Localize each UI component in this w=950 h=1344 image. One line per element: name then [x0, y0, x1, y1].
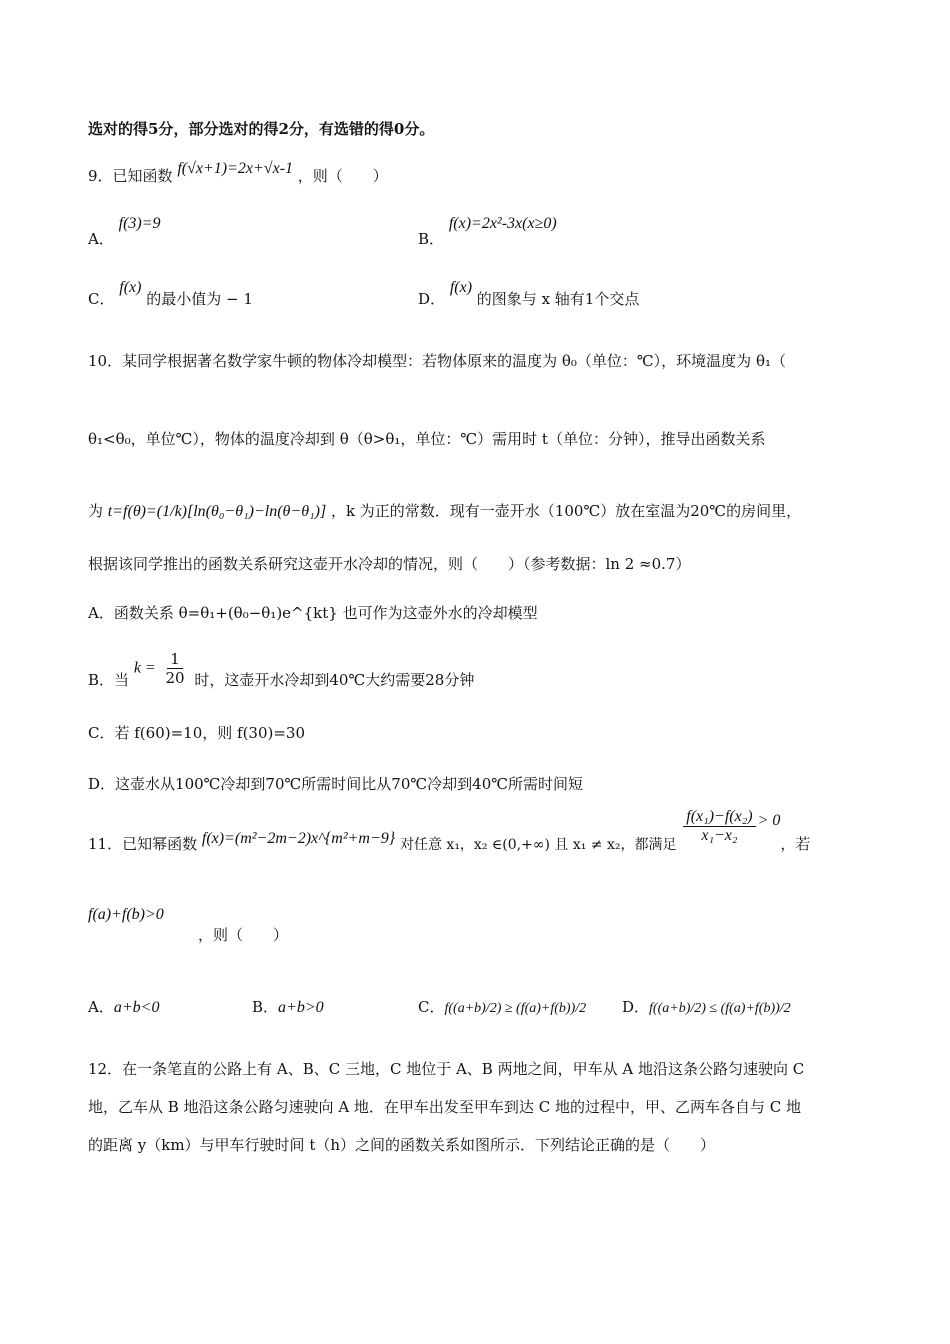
q9-formula: f(√x+1)=2x+√x-1 — [177, 160, 294, 177]
q10-line-4: 根据该同学推出的函数关系研究这壶开水冷却的情况，则（ ）（参考数据：ln 2 ≈0.7） — [88, 555, 691, 573]
q9-stem-suffix: ，则（ ） — [297, 167, 388, 185]
q10-line-2: θ₁<θ₀，单位℃），物体的温度冷却到 θ（θ>θ₁，单位：℃）需用时 t（单位：分钟），推导出函数关系 — [88, 430, 766, 448]
q12-line-3: 的距离 y（km）与甲车行驶时间 t（h）之间的函数关系如图所示．下列结论正确的是（ ） — [88, 1136, 716, 1154]
q10-option-b[interactable]: B．当 k = $\frac{1}{20}$ 时，这壶开水冷却到40℃大约需要28分钟 — [88, 650, 475, 689]
q10-line-1: 10．某同学根据著名数学家牛顿的物体冷却模型：若物体原来的温度为 θ₀（单位：℃），环境温度为 θ₁（ — [88, 352, 786, 370]
q11-option-c[interactable]: C．f((a+b)/2) ≥ (f(a)+f(b))/2 — [418, 998, 587, 1016]
q11-option-d[interactable]: D．f((a+b)/2) ≤ (f(a)+f(b))/2 — [622, 998, 791, 1016]
q9-option-b-formula: f(x)=2x²-3x(x≥0) — [448, 215, 557, 232]
question-9-stem — [88, 160, 388, 186]
q11-condition: f(a)+f(b)>0 — [88, 906, 164, 923]
q10-option-d[interactable]: D．这壶水从100℃冷却到70℃所需时间比从70℃冷却到40℃所需时间短 — [88, 775, 584, 793]
q11-option-a[interactable]: A．a+b<0 — [88, 998, 160, 1016]
q10-fraction: $\frac{1}{20}$ — [165, 650, 185, 687]
q9-option-c[interactable]: C． f(x) 的最小值为 − 1 — [88, 279, 253, 308]
q9-option-b[interactable]: B． f(x)=2x²-3x(x≥0) — [418, 215, 557, 248]
q12-line-1: 12．在一条笔直的公路上有 A、B、C 三地，C 地位于 A、B 两地之间，甲车从 A 地沿这条公路匀速驶向 C — [88, 1060, 805, 1078]
instructions-text: 选对的得5分，部分选对的得2分，有选错的得0分。 — [88, 120, 435, 138]
q11-line-2: f(a)+f(b)>0 ，则（ ） — [88, 906, 289, 944]
q9-option-a[interactable]: A． f(3)=9 — [88, 215, 161, 248]
q11-fraction: $\frac{\text{f(x₁)−f(x₂)}}{\text{x₁−x₂}}$ — [683, 808, 755, 845]
q10-line-3: 为 t=f(θ)=(1/k)[ln(θ₀−θ₁)−ln(θ−θ₁)] ，k 为正的常数．现有一壶开水（100℃）放在室温为20℃的房间里， — [88, 502, 802, 520]
q10-option-c[interactable]: C．若 f(60)=10，则 f(30)=30 — [88, 724, 306, 742]
q11-line-1: 11．已知幂函数 f(x)=(m²−2m−2)x^{m²+m−9} 对任意 x₁，x₂ ∈(0,+∞) 且 x₁ ≠ x₂，都满足 $\frac{\text{f(x₁)−f(x₂)}}{\text{x₁−x₂}}$ > 0，若 — [88, 808, 811, 853]
q11-option-b[interactable]: B．a+b>0 — [252, 998, 324, 1016]
q9-stem-prefix: 9．已知函数 — [88, 167, 173, 185]
q9-option-d[interactable]: D． f(x) 的图象与 x 轴有1个交点 — [418, 279, 640, 308]
q9-option-a-formula: f(3)=9 — [118, 215, 161, 232]
q12-line-2: 地，乙车从 B 地沿这条公路匀速驶向 A 地．在甲车出发至甲车到达 C 地的过程中，甲、乙两车各自与 C 地 — [88, 1098, 801, 1116]
q10-option-a[interactable]: A．函数关系 θ=θ₁+(θ₀−θ₁)e^{kt} 也可作为这壶外水的冷却模型 — [88, 604, 538, 622]
q10-cooling-formula: t=f(θ)=(1/k)[ln(θ₀−θ₁)−ln(θ−θ₁)] — [107, 503, 327, 520]
q11-power-function: f(x)=(m²−2m−2)x^{m²+m−9} — [201, 829, 396, 847]
